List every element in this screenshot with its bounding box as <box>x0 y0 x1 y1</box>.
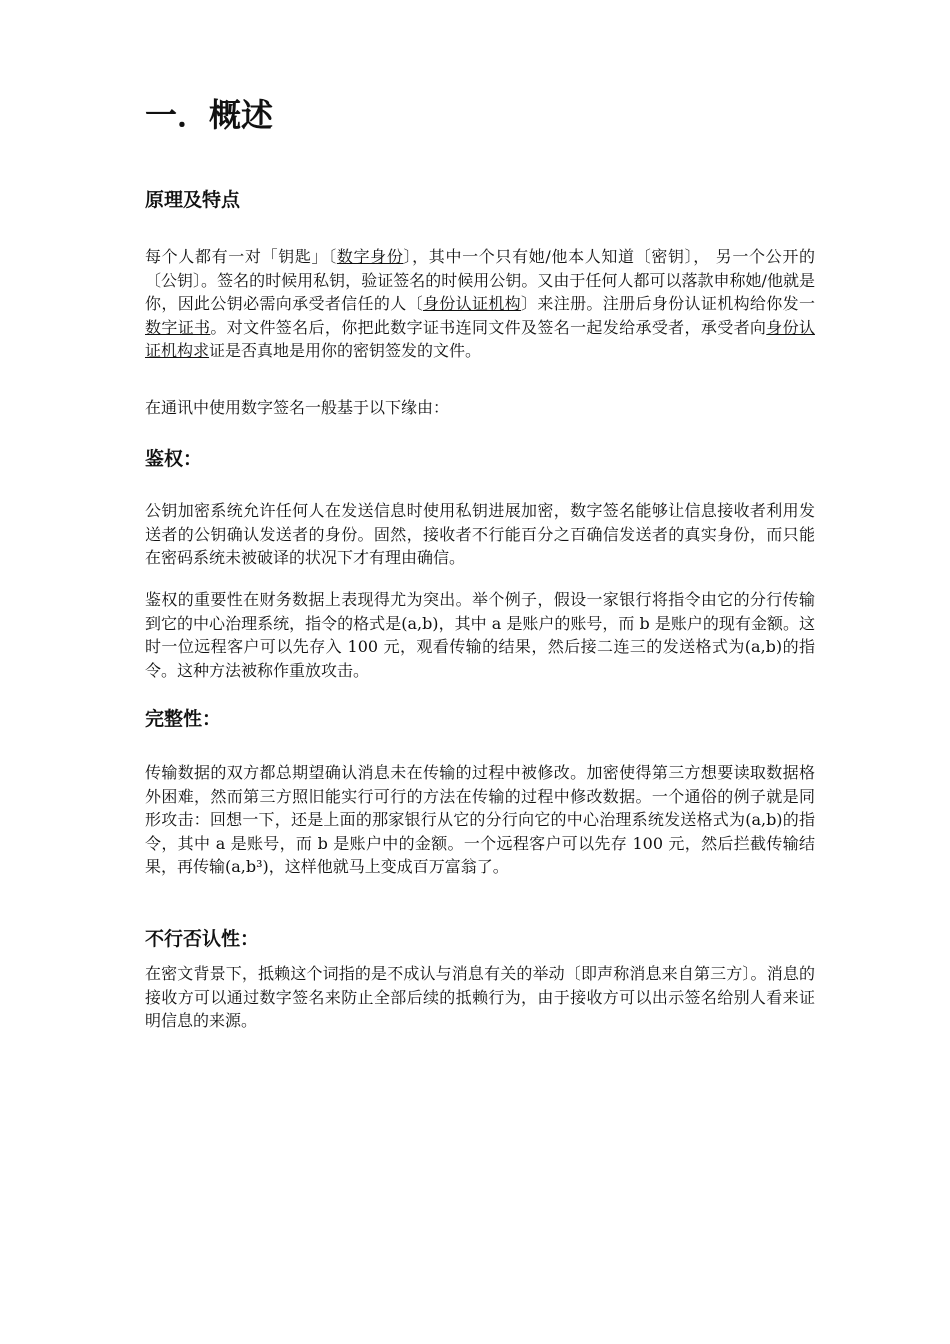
text-segment: 。对文件签名后，你把此数字证书连同文件及签名一起发给承受者，承受者向 <box>210 317 767 337</box>
link-digital-certificate[interactable]: 数字证书 <box>145 317 211 337</box>
heading-principle: 原理及特点 <box>145 189 241 211</box>
link-certificate-authority[interactable]: 身份认证机构 <box>422 294 522 313</box>
paragraph-integrity-1: 传输数据的双方都总期望确认消息未在传输的过程中被修改。加密使得第三方想要读取数据格外困难，然而第三方照旧能实行可行的方法在传输的过程中修改数据。一个通俗的例子就是同形攻击：回想一下，还是上面的那家银行从它的分行向它的中心治理系统发送格式为(a,b)的指令，其中 a 是账号，而 b 是账户中的金额。一个远程客户可以先存 100 元，然后拦截传输结果，再传输(a,b³)，这样他就马上变成百万富翁了。 <box>145 763 815 876</box>
text-segment: 〕，其中一个只有她/他本人知道〔密钥〕， 另一个公开的〔公钥〕。签名的时候用私钥，验证签名的时候用公钥。又由于任何人都可以落款申称她/他就是你，因此公钥必需向承受者信任的人〔 <box>145 247 815 313</box>
link-certificate-authority-2[interactable]: 身份认证机构求 <box>145 317 815 360</box>
link-digital-identity[interactable]: 数字身份 <box>336 247 404 266</box>
paragraph-non-repudiation-1: 在密文背景下，抵赖这个词指的是不成认与消息有关的举动〔即声称消息来自第三方〕。消息的接收方可以通过数字签名来防止全部后续的抵赖行为，由于接收方可以出示签名给别人看来证明信息的来源。 <box>145 964 815 1030</box>
heading-integrity: 完整性： <box>145 708 222 730</box>
paragraph-principle-1 <box>145 245 815 363</box>
text-segment: 每个人都有一对「钥匙」〔 <box>145 247 337 266</box>
heading-authentication: 鉴权： <box>145 448 203 470</box>
text-segment: 〕来注册。注册后身份认证机构给你发一 <box>521 294 815 313</box>
paragraph-principle-2: 在通讯中使用数字签名一般基于以下缘由： <box>145 398 450 417</box>
heading-non-repudiation: 不行否认性： <box>145 928 260 950</box>
paragraph-authentication-1: 公钥加密系统允许任何人在发送信息时使用私钥进展加密，数字签名能够让信息接收者利用发送者的公钥确认发送者的身份。固然，接收者不行能百分之百确信发送者的真实身份，而只能在密码系统未被破译的状况下才有理由确信。 <box>145 501 815 567</box>
page-title: 一．概述 <box>145 96 274 134</box>
paragraph-authentication-2: 鉴权的重要性在财务数据上表现得尤为突出。举个例子，假设一家银行将指令由它的分行传输到它的中心治理系统，指令的格式是(a,b)，其中 a 是账户的账号，而 b 是账户的现有金额。这时一位远程客户可以先存入 100 元，观看传输的结果，然后接二连三的发送格式为(a,b)的指令。这种方法被称作重放攻击。 <box>145 590 815 680</box>
text-segment: 证是否真地是用你的密钥签发的文件。 <box>209 341 482 360</box>
